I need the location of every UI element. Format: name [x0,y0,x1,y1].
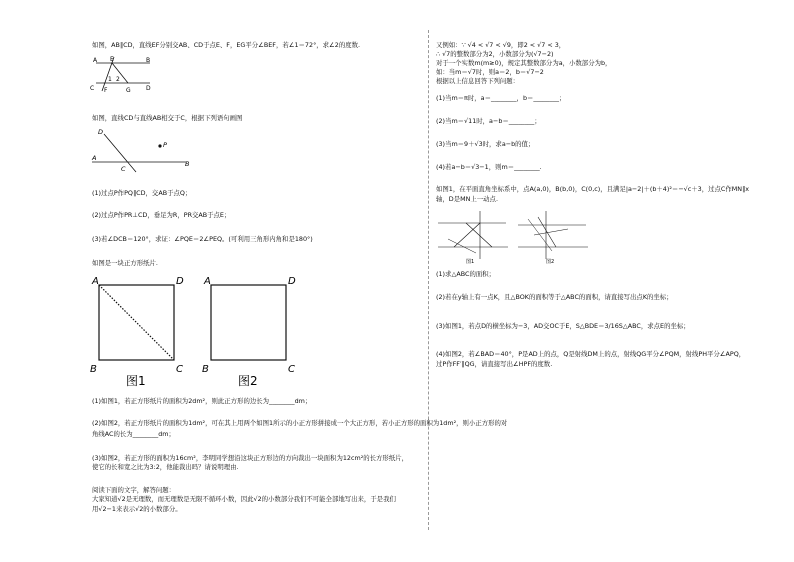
example-line-2: ∴ √7的整数部分为2，小数部分为(√7−2) [436,50,554,58]
question-3-3-line2: 使它的长和宽之比为3:2，他能裁出吗？请说明理由. [92,463,239,471]
question-4-1: (1)当m＝π时，a＝________，b＝________； [436,94,566,102]
fig1-label-f: F [104,87,108,93]
question-2-2: (2)过点P作PR⊥CD，垂足为R，PR交AB于点E； [92,211,231,219]
fig3-label-c: C [176,364,183,375]
fig3-caption: 图1 [126,374,146,388]
reading-title: 阅读下面的文字，解答问题： [92,486,176,494]
fig2-label-d: D [98,128,104,136]
fig2-label-b: B [185,160,190,168]
problem-5-line-2: 轴，D是MN上一动点. [436,195,498,203]
example-line-4: 如：当m＝√7时，则a＝2，b＝√7−2 [436,68,544,76]
problem-2-text: 如图，直线CD与直线AB相交于C，根据下列语句画图 [92,114,243,122]
fig3-label-a: A [92,276,99,287]
reading-line-2: 用√2−1来表示√2的小数部分。 [92,505,182,513]
question-2-3: (3)若∠DCB＝120°，求证：∠PQE＝2∠PEQ。(可利用三角形内角和是180°) [92,235,313,243]
fig3-label-d: D [176,276,184,287]
figure-intersecting-lines [88,124,198,176]
fig3-label-b: B [90,364,97,375]
fig1-label-d: D [146,85,151,92]
problem-3-text: 如图是一块正方形纸片. [92,259,158,267]
example-line-3: 对于一个实数m(m≥0)，规定其整数部分为a，小数部分为b， [436,59,612,67]
example-line-1: 又例如：∵ √4 < √7 < √9，即2 < √7 < 3， [436,41,566,49]
figure-parallel-lines [88,53,168,93]
fig6-caption: 图2 [546,259,555,265]
fig4-caption: 图2 [238,374,258,388]
example-line-5: 根据以上信息回答下列问题： [436,77,520,85]
fig4-label-d: D [288,276,296,287]
question-2-1: (1)过点P作PQ∥CD，交AB于点Q； [92,189,192,197]
question-5-4-line1: (4)如图2，若∠BAD＝40°，P是AD上的点，Q是射线DM上的点，射线QG平分∠PQM，射线PH平分∠APQ， [436,350,746,358]
fig1-angle-1: 1 [108,76,112,83]
fig1-label-c: C [90,85,95,92]
fig1-label-g: G [126,87,131,93]
question-3-3-line1: (3)如图2，若正方形的面积为16cm²，李明同学想沿这块正方形边的方向裁出一块面积为12cm²的长方形纸片， [92,454,408,462]
question-5-2: (2)若在y轴上有一点K，且△BOK的面积等于△ABC的面积，请直接写出点K的坐标； [436,293,673,301]
problem-5-line-1: 如图1，在平面直角坐标系中，点A(a,0)，B(b,0)，C(0,c)，且满足|a−2|＋(b＋4)²＝−√c＋3，过点C作MN∥x [436,185,750,193]
fig1-label-e: E [110,56,114,63]
problem-1-text: 如图，AB∥CD，直线EF分别交AB、CD于点E、F，EG平分∠BEF，若∠1＝72°，求∠2的度数. [92,41,361,49]
fig1-label-b: B [146,57,151,64]
question-4-2: (2)当m＝√11时，a−b＝________； [436,117,541,125]
fig1-angle-2: 2 [116,76,120,83]
question-4-4: (4)若a−b＝√3−1，则m＝________. [436,163,542,171]
figure-coordinate-1 [436,207,512,265]
reading-line-1: 大家知道√2是无理数，而无理数是无限不循环小数，因此√2的小数部分我们不可能全部地写出来，于是我们 [92,495,396,503]
question-5-3: (3)如图1，若点D的横坐标为−3，AD交OC于E，S△BDE＝3/16S△ABC，求点E的坐标； [436,322,690,330]
fig5-caption: 图1 [466,259,475,265]
question-3-2-line2: 角线AC的长为________dm； [92,430,175,438]
question-5-4-line2: 过P作FF′∥QG，请直接写出∠HPF的度数. [436,360,553,368]
question-3-1: (1)如图1，若正方形纸片的面积为2dm²，则此正方形的边长为________dm； [92,397,312,405]
question-4-3: (3)当m＝9＋√3时，求a−b的值； [436,140,535,148]
fig4-label-c: C [288,364,295,375]
figure-square-1 [88,272,193,390]
fig4-label-a: A [204,276,211,287]
question-5-1: (1)求△ABC的面积； [436,270,496,278]
fig4-label-b: B [202,364,209,375]
fig2-label-c: C [121,165,126,173]
figure-coordinate-2 [516,207,592,265]
column-divider [428,30,429,530]
fig1-label-a: A [93,57,98,64]
fig2-label-p: P [163,141,167,149]
fig2-label-a: A [92,154,97,162]
question-3-2-line1: (2)如图2，若正方形纸片的面积为1dm²，可在其上用两个如图1所示的小正方形拼接成一个大正方形，若小正方形的面积为1dm²，则小正方形的对 [92,419,508,427]
figure-square-2 [200,272,305,390]
